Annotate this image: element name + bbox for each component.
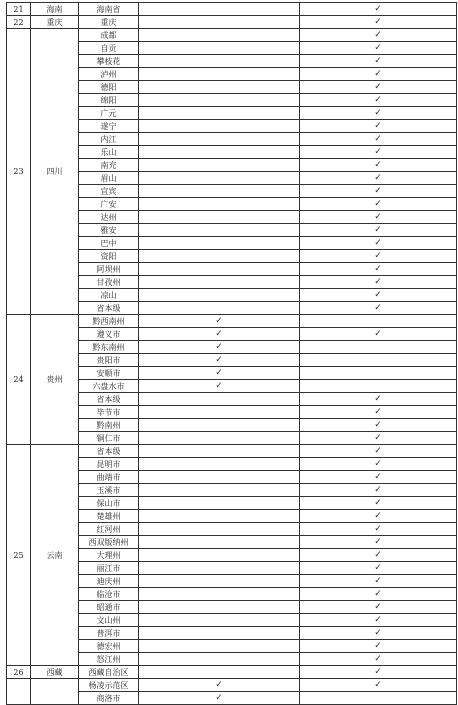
column-a-mark-cell [139, 549, 300, 562]
column-a-mark-cell [139, 120, 300, 133]
checkmark-icon: ✓ [374, 563, 382, 573]
column-a-mark-cell [139, 81, 300, 94]
checkmark-icon: ✓ [374, 459, 382, 469]
checkmark-icon: ✓ [374, 264, 382, 274]
column-a-mark-cell [139, 328, 300, 341]
city-cell: 广元 [79, 107, 139, 120]
checkmark-icon: ✓ [374, 537, 382, 547]
city-cell: 楚雄州 [79, 510, 139, 523]
column-b-mark-cell [300, 315, 457, 328]
city-cell: 省本级 [79, 302, 139, 315]
column-a-mark-cell [139, 419, 300, 432]
city-cell: 普洱市 [79, 627, 139, 640]
checkmark-icon: ✓ [374, 420, 382, 430]
city-cell: 攀枝花 [79, 55, 139, 68]
column-b-mark-cell [300, 224, 457, 237]
checkmark-icon: ✓ [374, 628, 382, 638]
column-b-mark-cell [300, 120, 457, 133]
city-cell: 杨凌示范区 [79, 679, 139, 692]
column-a-mark-cell [139, 510, 300, 523]
city-cell: 德阳 [79, 81, 139, 94]
city-cell: 安顺市 [79, 367, 139, 380]
column-a-mark-cell [139, 367, 300, 380]
column-b-mark-cell [300, 601, 457, 614]
checkmark-icon: ✓ [374, 108, 382, 118]
city-cell: 贵阳市 [79, 354, 139, 367]
column-a-mark-cell [139, 16, 300, 29]
column-b-mark-cell [300, 133, 457, 146]
column-b-mark-cell [300, 640, 457, 653]
column-a-mark-cell [139, 445, 300, 458]
checkmark-icon: ✓ [374, 446, 382, 456]
column-a-mark-cell [139, 68, 300, 81]
column-b-mark-cell [300, 575, 457, 588]
city-cell: 西藏自治区 [79, 666, 139, 679]
checkmark-icon: ✓ [374, 680, 382, 690]
column-a-mark-cell [139, 276, 300, 289]
table-row [7, 679, 457, 692]
column-b-mark-cell [300, 276, 457, 289]
checkmark-icon: ✓ [215, 368, 223, 378]
column-a-mark-cell [139, 640, 300, 653]
city-cell: 大理州 [79, 549, 139, 562]
table-row [7, 29, 457, 42]
city-cell: 省本级 [79, 445, 139, 458]
column-a-mark-cell [139, 185, 300, 198]
city-cell: 遵义市 [79, 328, 139, 341]
city-cell: 怒江州 [79, 653, 139, 666]
column-b-mark-cell [300, 302, 457, 315]
checkmark-icon: ✓ [374, 186, 382, 196]
row-number-cell: 21 [7, 3, 31, 16]
city-cell: 成都 [79, 29, 139, 42]
checkmark-icon: ✓ [374, 472, 382, 482]
column-a-mark-cell [139, 406, 300, 419]
checkmark-icon: ✓ [374, 498, 382, 508]
city-cell: 毕节市 [79, 406, 139, 419]
table-body [7, 3, 457, 705]
checkmark-icon: ✓ [215, 693, 223, 703]
checkmark-icon: ✓ [374, 69, 382, 79]
column-a-mark-cell [139, 224, 300, 237]
column-a-mark-cell [139, 484, 300, 497]
city-cell: 玉溪市 [79, 484, 139, 497]
column-a-mark-cell [139, 55, 300, 68]
checkmark-icon: ✓ [374, 615, 382, 625]
column-b-mark-cell [300, 510, 457, 523]
column-a-mark-cell [139, 497, 300, 510]
column-a-mark-cell [139, 250, 300, 263]
column-b-mark-cell [300, 81, 457, 94]
city-cell: 遂宁 [79, 120, 139, 133]
province-cell: 重庆 [31, 16, 79, 29]
column-b-mark-cell [300, 393, 457, 406]
column-a-mark-cell [139, 679, 300, 692]
column-b-mark-cell [300, 562, 457, 575]
checkmark-icon: ✓ [374, 485, 382, 495]
column-a-mark-cell [139, 198, 300, 211]
city-cell: 达州 [79, 211, 139, 224]
column-a-mark-cell [139, 302, 300, 315]
province-cell: 四川 [31, 29, 79, 315]
city-cell: 红河州 [79, 523, 139, 536]
column-b-mark-cell [300, 614, 457, 627]
city-cell: 黔东南州 [79, 341, 139, 354]
checkmark-icon: ✓ [374, 394, 382, 404]
checkmark-icon: ✓ [374, 329, 382, 339]
column-a-mark-cell [139, 523, 300, 536]
column-a-mark-cell [139, 29, 300, 42]
table-row [7, 666, 457, 679]
city-cell: 内江 [79, 133, 139, 146]
checkmark-icon: ✓ [374, 95, 382, 105]
column-b-mark-cell [300, 458, 457, 471]
checkmark-icon: ✓ [374, 225, 382, 235]
city-cell: 黔南州 [79, 419, 139, 432]
checkmark-icon: ✓ [374, 212, 382, 222]
pilot-region-table [6, 2, 457, 705]
city-cell: 重庆 [79, 16, 139, 29]
city-cell: 资阳 [79, 250, 139, 263]
city-cell: 西双版纳州 [79, 536, 139, 549]
city-cell: 六盘水市 [79, 380, 139, 393]
column-b-mark-cell [300, 68, 457, 81]
column-a-mark-cell [139, 107, 300, 120]
column-a-mark-cell [139, 601, 300, 614]
column-b-mark-cell [300, 484, 457, 497]
column-a-mark-cell [139, 133, 300, 146]
city-cell: 商洛市 [79, 692, 139, 705]
checkmark-icon: ✓ [374, 524, 382, 534]
column-b-mark-cell [300, 406, 457, 419]
table-row [7, 445, 457, 458]
column-a-mark-cell [139, 172, 300, 185]
checkmark-icon: ✓ [215, 329, 223, 339]
checkmark-icon: ✓ [374, 173, 382, 183]
column-a-mark-cell [139, 3, 300, 16]
city-cell: 省本级 [79, 393, 139, 406]
row-number-cell [7, 679, 31, 705]
checkmark-icon: ✓ [215, 355, 223, 365]
column-b-mark-cell [300, 588, 457, 601]
checkmark-icon: ✓ [374, 641, 382, 651]
column-b-mark-cell [300, 627, 457, 640]
city-cell: 自贡 [79, 42, 139, 55]
row-number-cell: 24 [7, 315, 31, 445]
column-b-mark-cell [300, 211, 457, 224]
column-a-mark-cell [139, 94, 300, 107]
city-cell: 临沧市 [79, 588, 139, 601]
column-b-mark-cell [300, 198, 457, 211]
column-a-mark-cell [139, 42, 300, 55]
checkmark-icon: ✓ [374, 654, 382, 664]
table-row [7, 3, 457, 16]
checkmark-icon: ✓ [374, 147, 382, 157]
checkmark-icon: ✓ [374, 277, 382, 287]
column-a-mark-cell [139, 588, 300, 601]
checkmark-icon: ✓ [374, 199, 382, 209]
checkmark-icon: ✓ [374, 576, 382, 586]
column-b-mark-cell [300, 497, 457, 510]
checkmark-icon: ✓ [374, 303, 382, 313]
column-a-mark-cell [139, 627, 300, 640]
province-cell [31, 679, 79, 705]
column-b-mark-cell [300, 432, 457, 445]
row-number-cell: 26 [7, 666, 31, 679]
column-b-mark-cell [300, 679, 457, 692]
city-cell: 广安 [79, 198, 139, 211]
column-b-mark-cell [300, 328, 457, 341]
checkmark-icon: ✓ [374, 160, 382, 170]
city-cell: 凉山 [79, 289, 139, 302]
column-a-mark-cell [139, 159, 300, 172]
row-number-cell: 22 [7, 16, 31, 29]
column-b-mark-cell [300, 16, 457, 29]
column-b-mark-cell [300, 3, 457, 16]
column-b-mark-cell [300, 692, 457, 705]
checkmark-icon: ✓ [215, 381, 223, 391]
city-cell: 绵阳 [79, 94, 139, 107]
checkmark-icon: ✓ [374, 290, 382, 300]
city-cell: 海南省 [79, 3, 139, 16]
city-cell: 铜仁市 [79, 432, 139, 445]
checkmark-icon: ✓ [374, 550, 382, 560]
checkmark-icon: ✓ [374, 121, 382, 131]
row-number-cell: 23 [7, 29, 31, 315]
column-b-mark-cell [300, 289, 457, 302]
checkmark-icon: ✓ [374, 43, 382, 53]
checkmark-icon: ✓ [215, 316, 223, 326]
column-b-mark-cell [300, 159, 457, 172]
city-cell: 昆明市 [79, 458, 139, 471]
column-b-mark-cell [300, 380, 457, 393]
column-b-mark-cell [300, 42, 457, 55]
city-cell: 文山州 [79, 614, 139, 627]
city-cell: 昭通市 [79, 601, 139, 614]
column-a-mark-cell [139, 237, 300, 250]
province-cell: 海南 [31, 3, 79, 16]
column-a-mark-cell [139, 315, 300, 328]
checkmark-icon: ✓ [374, 82, 382, 92]
column-b-mark-cell [300, 250, 457, 263]
city-cell: 曲靖市 [79, 471, 139, 484]
city-cell: 阿坝州 [79, 263, 139, 276]
city-cell: 南充 [79, 159, 139, 172]
city-cell: 宜宾 [79, 185, 139, 198]
column-a-mark-cell [139, 666, 300, 679]
column-a-mark-cell [139, 562, 300, 575]
column-b-mark-cell [300, 549, 457, 562]
checkmark-icon: ✓ [215, 342, 223, 352]
column-b-mark-cell [300, 94, 457, 107]
city-cell: 迪庆州 [79, 575, 139, 588]
province-cell: 贵州 [31, 315, 79, 445]
row-number-cell: 25 [7, 445, 31, 666]
column-a-mark-cell [139, 289, 300, 302]
checkmark-icon: ✓ [374, 589, 382, 599]
column-a-mark-cell [139, 614, 300, 627]
column-b-mark-cell [300, 471, 457, 484]
column-b-mark-cell [300, 354, 457, 367]
checkmark-icon: ✓ [374, 30, 382, 40]
column-a-mark-cell [139, 211, 300, 224]
column-b-mark-cell [300, 367, 457, 380]
column-a-mark-cell [139, 263, 300, 276]
column-a-mark-cell [139, 341, 300, 354]
column-b-mark-cell [300, 666, 457, 679]
province-cell: 云南 [31, 445, 79, 666]
table-row [7, 315, 457, 328]
column-a-mark-cell [139, 536, 300, 549]
checkmark-icon: ✓ [374, 602, 382, 612]
column-b-mark-cell [300, 263, 457, 276]
city-cell: 德宏州 [79, 640, 139, 653]
city-cell: 丽江市 [79, 562, 139, 575]
column-b-mark-cell [300, 185, 457, 198]
city-cell: 保山市 [79, 497, 139, 510]
column-b-mark-cell [300, 29, 457, 42]
province-cell: 西藏 [31, 666, 79, 679]
column-a-mark-cell [139, 653, 300, 666]
column-b-mark-cell [300, 445, 457, 458]
column-b-mark-cell [300, 419, 457, 432]
column-b-mark-cell [300, 172, 457, 185]
checkmark-icon: ✓ [374, 667, 382, 677]
column-b-mark-cell [300, 107, 457, 120]
column-a-mark-cell [139, 354, 300, 367]
column-b-mark-cell [300, 55, 457, 68]
table-row [7, 16, 457, 29]
column-a-mark-cell [139, 692, 300, 705]
city-cell: 眉山 [79, 172, 139, 185]
column-a-mark-cell [139, 146, 300, 159]
column-b-mark-cell [300, 653, 457, 666]
checkmark-icon: ✓ [374, 511, 382, 521]
column-a-mark-cell [139, 575, 300, 588]
column-b-mark-cell [300, 146, 457, 159]
checkmark-icon: ✓ [374, 238, 382, 248]
checkmark-icon: ✓ [374, 17, 382, 27]
column-a-mark-cell [139, 458, 300, 471]
column-a-mark-cell [139, 393, 300, 406]
checkmark-icon: ✓ [374, 251, 382, 261]
column-b-mark-cell [300, 237, 457, 250]
checkmark-icon: ✓ [374, 433, 382, 443]
column-a-mark-cell [139, 432, 300, 445]
city-cell: 甘孜州 [79, 276, 139, 289]
column-a-mark-cell [139, 380, 300, 393]
city-cell: 泸州 [79, 68, 139, 81]
column-b-mark-cell [300, 523, 457, 536]
checkmark-icon: ✓ [374, 56, 382, 66]
city-cell: 乐山 [79, 146, 139, 159]
checkmark-icon: ✓ [374, 4, 382, 14]
checkmark-icon: ✓ [374, 134, 382, 144]
city-cell: 黔西南州 [79, 315, 139, 328]
column-b-mark-cell [300, 341, 457, 354]
column-b-mark-cell [300, 536, 457, 549]
checkmark-icon: ✓ [374, 407, 382, 417]
column-a-mark-cell [139, 471, 300, 484]
city-cell: 雅安 [79, 224, 139, 237]
city-cell: 巴中 [79, 237, 139, 250]
checkmark-icon: ✓ [215, 680, 223, 690]
